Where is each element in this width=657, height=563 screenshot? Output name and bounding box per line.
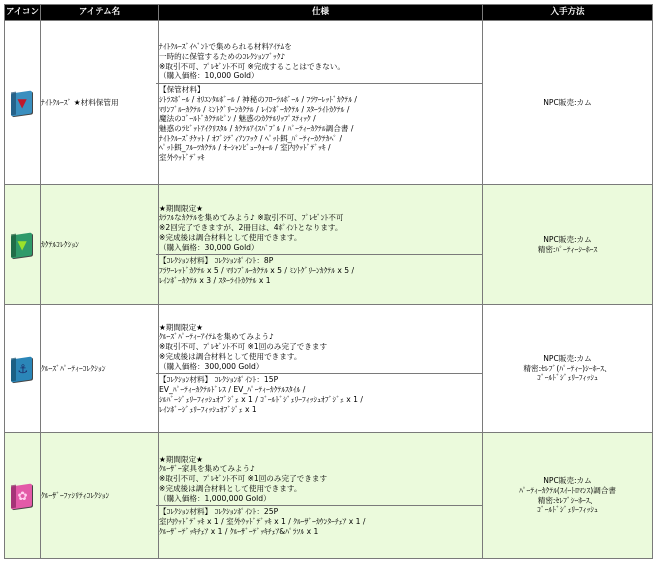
header-spec: 仕様 — [159, 5, 483, 21]
icon-cell — [5, 21, 41, 185]
spec-line: ※完成後は調合材料として使用できます。 — [159, 483, 302, 493]
material-line: ﾌﾗﾜｰﾚｯﾄﾞｶｸﾃﾙ x 5 / ﾏﾘﾝﾌﾞﾙｰｶｸﾃﾙ x 5 / ﾐﾝﾄｸﾞﾘｰﾝｶｸﾃﾙ x 5 / — [159, 265, 355, 275]
material-line: 室内ｳｯﾄﾞﾃﾞｯｷ x 1 / 室外ｳｯﾄﾞﾃﾞｯｷ x 1 / ｸﾙｰｻﾞｰｶｳﾝﾀｰﾁｪｱ x 1 / — [159, 516, 366, 526]
spec-cell — [159, 185, 483, 305]
header-item-name: アイテム名 — [41, 5, 159, 21]
spec-line: ｸﾙｰｽﾞﾊﾟｰﾃｨｰｱｲﾃﾑを集めてみよう♪ — [159, 332, 274, 342]
spec-line: ※取引不可、ﾌﾟﾚｾﾞﾝﾄ不可 ※1回のみ完了できます — [159, 342, 328, 352]
material-line: EV_ﾊﾟｰﾃｨｰｶｸﾃﾙﾄﾞﾚｽ / EV_ﾊﾟｰﾃｨｰｶｸﾃﾙｽﾀｲﾙ / — [159, 385, 306, 395]
material-line: ﾚｲﾝﾎﾞｰｼﾞｪﾘｰﾌｨｯｼｭｵﾌﾞｼﾞｪ x 1 — [159, 404, 257, 414]
acquisition-line: NPC販売:カム — [543, 353, 592, 363]
anchor-book-icon: ⚓ — [8, 354, 38, 384]
acquisition-line: 精密:ｾﾚﾌﾞｼｰﾎｰｽ、 — [537, 495, 598, 505]
spec-line: ★期間限定★ — [159, 454, 203, 464]
material-line: 【ｺﾚｸｼｮﾝ材料】 ｺﾚｸｼｮﾝﾎﾟｲﾝﾄ：25P — [159, 507, 279, 517]
item-name: ﾅｲﾄｸﾙｰｽﾞ ★材料保管用 — [41, 21, 159, 185]
header-acquisition: 入手方法 — [483, 5, 653, 21]
item-table — [4, 4, 653, 559]
acquisition-cell — [483, 185, 653, 305]
spec-line: （購入価格：1,000,000 Gold） — [159, 493, 271, 503]
material-line: ﾅｲﾄｸﾙｰｽﾞﾁｹｯﾄ / ｵﾌﾞｼﾃﾞｨｱﾝﾌｯｸ / ﾍﾟｯﾄ餌_ﾊﾟｰﾃｨｰｶｸﾃｶﾍﾟ / — [159, 133, 343, 143]
acquisition-line: ｺﾞｰﾙﾄﾞｼﾞｪﾘｰﾌｨｯｼｭ — [537, 505, 598, 515]
spec-line: ★期間限定★ — [159, 322, 203, 332]
material-line: ﾏﾘﾝﾌﾞﾙｰｶｸﾃﾙ / ﾐﾝﾄｸﾞﾘｰﾝｶｸﾃﾙ / ﾚｲﾝﾎﾞｰｶｸﾃﾙ / ｽﾀｰﾗｲﾄｶｸﾃﾙ / — [159, 104, 350, 114]
material-line: 【ｺﾚｸｼｮﾝ材料】 ｺﾚｸｼｮﾝﾎﾟｲﾝﾄ：15P — [159, 375, 279, 385]
material-line: 室外ｳｯﾄﾞﾃﾞｯｷ — [159, 153, 205, 163]
acquisition-line: 精密:ﾊﾟｰﾃｨｰｼｰﾎｰｽ — [537, 244, 598, 254]
icon-cell — [5, 433, 41, 559]
icon-cell — [5, 185, 41, 305]
icon-cell — [5, 305, 41, 433]
spec-divider — [156, 83, 485, 84]
item-name: ｸﾙｰｻﾞｰﾌｧｼﾘﾃｨｺﾚｸｼｮﾝ — [41, 433, 159, 559]
acquisition-line: NPC販売:カム — [543, 234, 592, 244]
table-row — [5, 305, 653, 433]
spec-line: 一時的に保管するためのｺﾚｸｼｮﾝﾌﾞｯｸ♪ — [159, 51, 286, 61]
material-line: 魅惑のﾗﾋﾞｯﾄｱｲｸﾘｽﾀﾙ / ｶｸﾃﾙｱｲｽﾊﾞﾌﾞﾙ / ﾊﾟｰﾃｨｰｶｸﾃﾙ調合書 / — [159, 123, 354, 133]
spec-cell — [159, 305, 483, 433]
material-line: 【保管材料】 — [159, 85, 205, 95]
table-row — [5, 185, 653, 305]
material-line: ｼﾄﾗｽﾎﾞｰﾙ / ｵﾘｴﾝﾀﾙﾎﾞｰﾙ / 神秘のﾌﾛｰﾗﾙﾎﾞｰﾙ / ﾌﾗﾜｰﾚｯﾄﾞｶｸﾃﾙ / — [159, 94, 357, 104]
item-name: ｸﾙｰｽﾞﾊﾟｰﾃｨｰｺﾚｸｼｮﾝ — [41, 305, 159, 433]
spec-line: ｸﾙｰｻﾞｰ家具を集めてみよう♪ — [159, 464, 255, 474]
pink-facility-book-icon: ✿ — [8, 481, 38, 511]
acquisition-cell — [483, 21, 653, 185]
acquisition-line: ﾊﾟｰﾃｨｰｶｸﾃﾙ(ｽｲｰﾄﾛﾏﾝｽ)調合書 — [518, 485, 617, 495]
spec-line: ※2回完了できますが、2冊目は、4ﾎﾟｲﾝﾄとなります。 — [159, 223, 343, 233]
spec-cell — [159, 433, 483, 559]
material-line: ｸﾙｰｻﾞｰﾃﾞｯｷﾁｪｱ x 1 / ｸﾙｰｻﾞｰﾃﾞｯｷﾁｪｱ&ﾊﾟﾗｿﾙ x 1 — [159, 526, 319, 536]
spec-cell — [159, 21, 483, 185]
spec-line: （購入価格：300,000 Gold） — [159, 361, 264, 371]
material-line: 【ｺﾚｸｼｮﾝ材料】 ｺﾚｸｼｮﾝﾎﾟｲﾝﾄ：8P — [159, 256, 274, 266]
red-cocktail-book-icon: ▼ — [8, 88, 38, 118]
acquisition-cell — [483, 305, 653, 433]
acquisition-cell — [483, 433, 653, 559]
spec-line: ※取引不可、ﾌﾟﾚｾﾞﾝﾄ不可 ※完成することはできない。 — [159, 61, 345, 71]
spec-line: （購入価格：10,000 Gold） — [159, 71, 259, 81]
spec-line: ★期間限定★ — [159, 203, 203, 213]
spec-line: ※取引不可、ﾌﾟﾚｾﾞﾝﾄ不可 ※1回のみ完了できます — [159, 474, 328, 484]
spec-line: （購入価格：30,000 Gold） — [159, 242, 259, 252]
acquisition-line: 精密:ｾﾚﾌﾞ(ﾊﾟｰﾃｨｰ)ｼｰﾎｰｽ、 — [523, 363, 612, 373]
table-row — [5, 21, 653, 185]
item-table-body — [5, 21, 653, 559]
material-line: 魔法のｺﾞｰﾙﾄﾞｶｸﾃﾙﾋﾟﾝ / 魅惑のｶｸﾃﾙﾘｯﾌﾟｽﾃｨｯｸ / — [159, 114, 316, 124]
acquisition-line: NPC販売:カム — [543, 97, 592, 107]
green-cocktail-book-icon: ▼ — [8, 230, 38, 260]
material-line: ﾍﾟｯﾄ餌_ﾌﾙｰﾂｶｸﾃﾙ / ｵｰｼｬﾝﾋﾞｭｰｳｫｰﾙ / 室内ｳｯﾄﾞﾃﾞｯｷ / — [159, 143, 331, 153]
table-row — [5, 433, 653, 559]
spec-line: ｶﾗﾌﾙなｶｸﾃﾙを集めてみよう♪ ※取引不可、ﾌﾟﾚｾﾞﾝﾄ不可 — [159, 213, 344, 223]
material-line: ｼﾙﾊﾞｰｼﾞｪﾘｰﾌｨｯｼｭｵﾌﾞｼﾞｪ x 1 / ｺﾞｰﾙﾄﾞｼﾞｪﾘｰﾌｨｯｼｭｵﾌﾞｼﾞｪ x 1 / — [159, 394, 363, 404]
spec-line: ※完成後は調合材料として使用できます。 — [159, 232, 302, 242]
header-row — [5, 5, 653, 21]
acquisition-line: NPC販売:カム — [543, 476, 592, 486]
acquisition-line: ｺﾞｰﾙﾄﾞｼﾞｪﾘｰﾌｨｯｼｭ — [537, 373, 598, 383]
item-name: ｶｸﾃﾙｺﾚｸｼｮﾝ — [41, 185, 159, 305]
spec-line: ※完成後は調合材料として使用できます。 — [159, 351, 302, 361]
material-line: ﾚｲﾝﾎﾞｰｶｸﾃﾙ x 3 / ｽﾀｰﾗｲﾄｶｸﾃﾙ x 1 — [159, 275, 271, 285]
spec-line: ﾅｲﾄｸﾙｰｽﾞｲﾍﾞﾝﾄで集められる材料ｱｲﾃﾑを — [159, 42, 292, 52]
header-icon: アイコン — [5, 5, 41, 21]
